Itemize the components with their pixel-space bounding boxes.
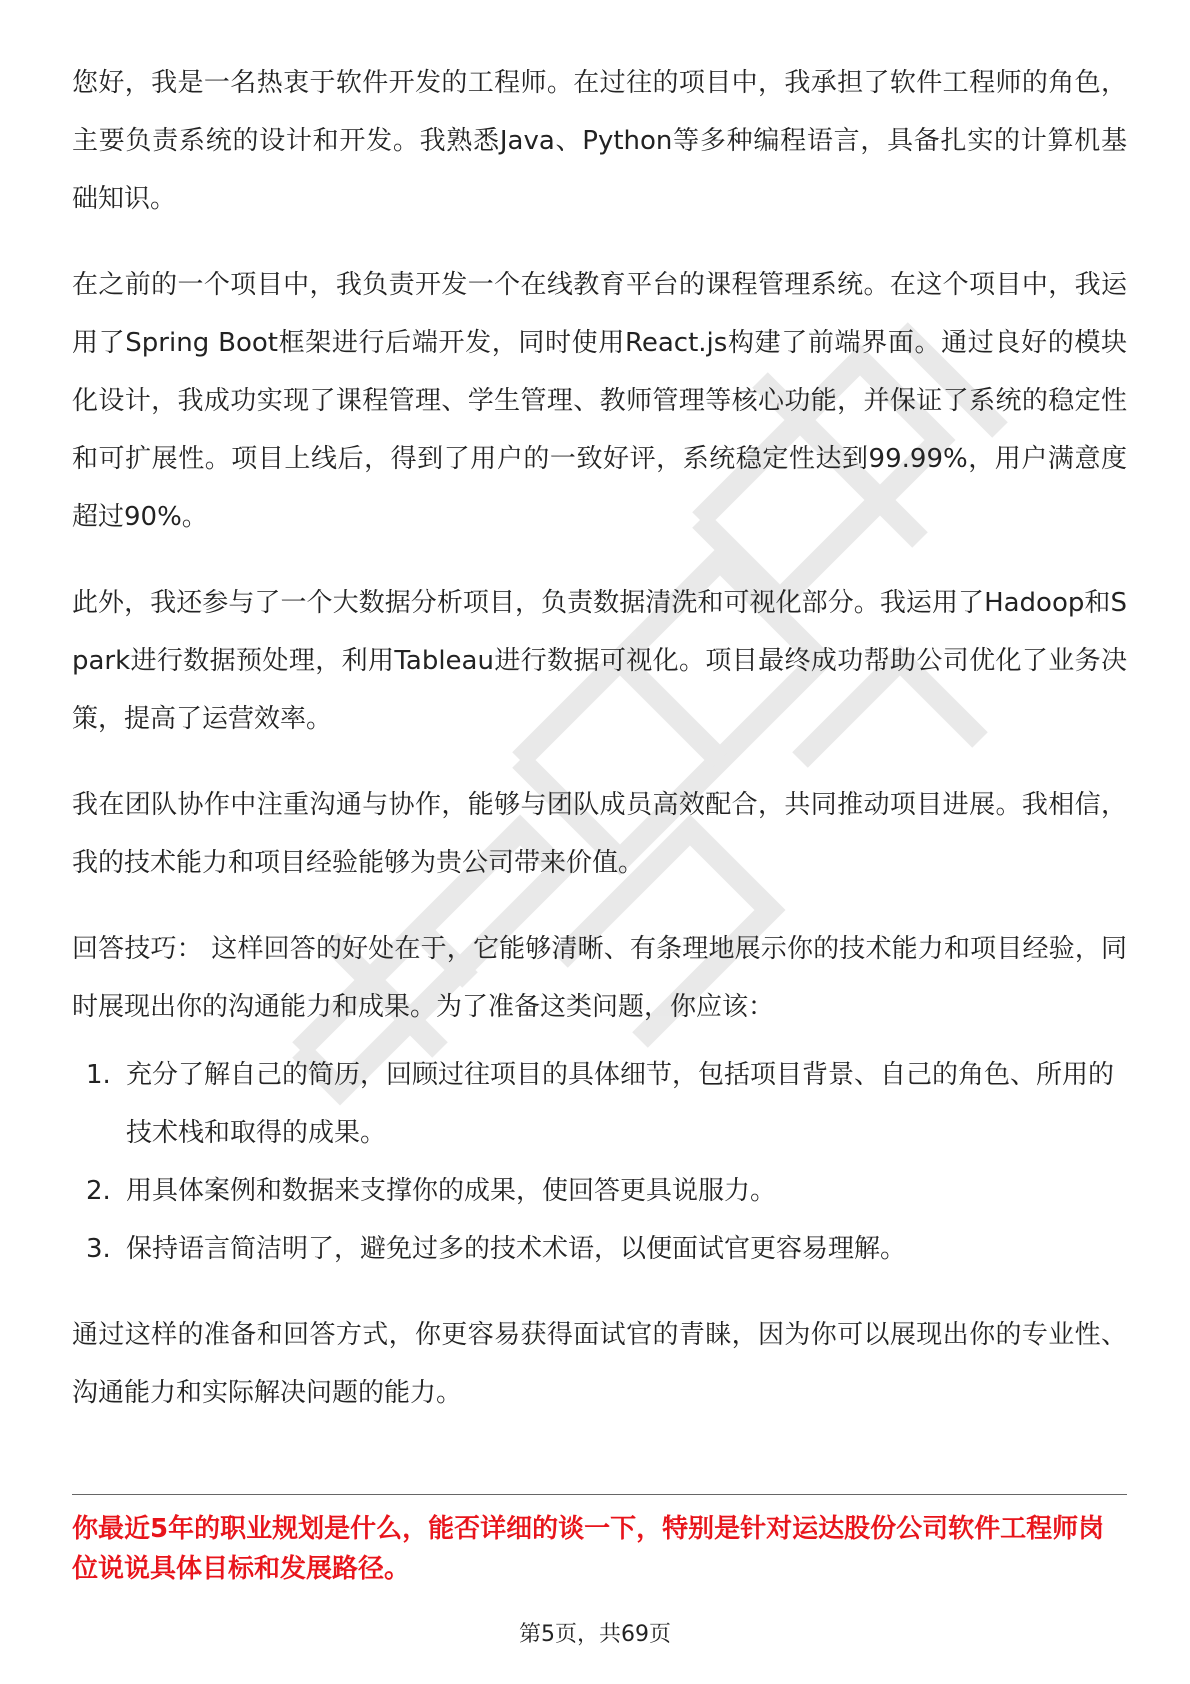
next-question-heading: 你最近5年的职业规划是什么，能否详细的谈一下，特别是针对运达股份公司软件工程师岗位说说具体目标和发展路径。 bbox=[72, 1514, 1105, 1584]
list-text: 用具体案例和数据来支撑你的成果，使回答更具说服力。 bbox=[126, 1176, 777, 1206]
paragraph-closing: 通过这样的准备和回答方式，你更容易获得面试官的青睐，因为你可以展现出你的专业性、沟通能力和实际解决问题的能力。 bbox=[72, 1320, 1127, 1408]
list-text: 充分了解自己的简历，回顾过往项目的具体细节，包括项目背景、自己的角色、所用的技术栈和取得的成果。 bbox=[126, 1060, 1115, 1148]
page-number-footer: 第5页，共69页 bbox=[519, 1622, 671, 1647]
section-divider bbox=[72, 1494, 1127, 1495]
paragraph-intro: 您好，我是一名热衷于软件开发的工程师。在过往的项目中，我承担了软件工程师的角色，主要负责系统的设计和开发。我熟悉Java、Python等多种编程语言，具备扎实的计算机基础知识。 bbox=[72, 68, 1127, 214]
list-number: 3. bbox=[86, 1234, 111, 1264]
list-text: 保持语言简洁明了，避免过多的技术术语，以便面试官更容易理解。 bbox=[126, 1234, 907, 1264]
list-item bbox=[72, 1046, 1127, 1162]
answer-body bbox=[72, 54, 1127, 1422]
paragraph-project-big-data: 此外，我还参与了一个大数据分析项目，负责数据清洗和可视化部分。我运用了Hadoop和Spark进行数据预处理，利用Tableau进行数据可视化。项目最终成功帮助公司优化了业务决策，提高了运营效率。 bbox=[72, 588, 1127, 734]
paragraph-answer-tips: 回答技巧： 这样回答的好处在于，它能够清晰、有条理地展示你的技术能力和项目经验，同时展现出你的沟通能力和成果。为了准备这类问题，你应该： bbox=[72, 934, 1127, 1022]
tips-list bbox=[72, 1046, 1127, 1278]
paragraph-project-course-system: 在之前的一个项目中，我负责开发一个在线教育平台的课程管理系统。在这个项目中，我运用了Spring Boot框架进行后端开发，同时使用React.js构建了前端界面。通过良好的模块化设计，我成功实现了课程管理、学生管理、教师管理等核心功能，并保证了系统的稳定性和可扩展性。项目上线后，得到了用户的一致好评，系统稳定性达到99.99%，用户满意度超过90%。 bbox=[72, 270, 1127, 532]
paragraph-teamwork: 我在团队协作中注重沟通与协作，能够与团队成员高效配合，共同推动项目进展。我相信，我的技术能力和项目经验能够为贵公司带来价值。 bbox=[72, 790, 1127, 878]
list-number: 1. bbox=[86, 1060, 111, 1090]
list-item bbox=[72, 1162, 1127, 1220]
list-number: 2. bbox=[86, 1176, 111, 1206]
list-item bbox=[72, 1220, 1127, 1278]
